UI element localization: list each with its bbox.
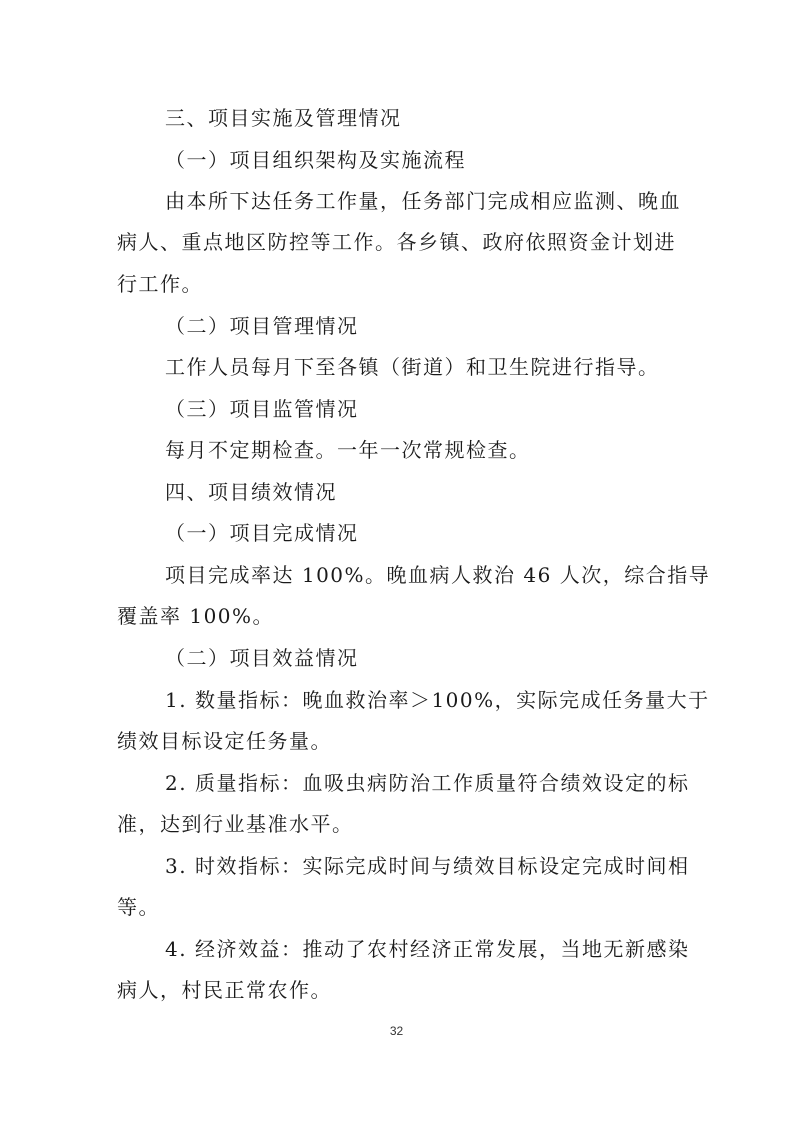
subheading-completion: （一）项目完成情况 — [165, 521, 359, 545]
list-item-line: 病人，村民正常农作。 — [117, 978, 332, 1002]
list-item-line: 4. 经济效益：推动了农村经济正常发展，当地无新感染 — [165, 937, 690, 961]
subheading-supervision: （三）项目监管情况 — [165, 397, 359, 421]
page-number: 32 — [389, 1024, 404, 1038]
paragraph-line: 工作人员每月下至各镇（街道）和卫生院进行指导。 — [165, 355, 660, 379]
subheading-benefits: （二）项目效益情况 — [165, 646, 359, 670]
list-item-line: 准，达到行业基准水平。 — [117, 812, 354, 836]
list-item-line: 3. 时效指标：实际完成时间与绩效目标设定完成时间相 — [165, 854, 690, 878]
section-heading-implementation: 三、项目实施及管理情况 — [165, 106, 402, 130]
section-heading-performance: 四、项目绩效情况 — [165, 480, 337, 504]
paragraph-line: 覆盖率 100%。 — [117, 604, 275, 628]
list-item-line: 等。 — [117, 895, 160, 919]
paragraph-line: 由本所下达任务工作量，任务部门完成相应监测、晚血 — [165, 189, 681, 213]
paragraph-line: 行工作。 — [117, 272, 203, 296]
paragraph-line: 病人、重点地区防控等工作。各乡镇、政府依照资金计划进 — [117, 230, 676, 254]
list-item-line: 绩效目标设定任务量。 — [117, 729, 332, 753]
paragraph-line: 每月不定期检查。一年一次常规检查。 — [165, 438, 531, 462]
subheading-organization: （一）项目组织架构及实施流程 — [165, 148, 466, 172]
list-item-line: 1. 数量指标：晚血救治率＞100%，实际完成任务量大于 — [165, 688, 710, 712]
subheading-management: （二）项目管理情况 — [165, 314, 359, 338]
list-item-line: 2. 质量指标：血吸虫病防治工作质量符合绩效设定的标 — [165, 771, 690, 795]
paragraph-line: 项目完成率达 100%。晚血病人救治 46 人次，综合指导 — [165, 563, 711, 587]
